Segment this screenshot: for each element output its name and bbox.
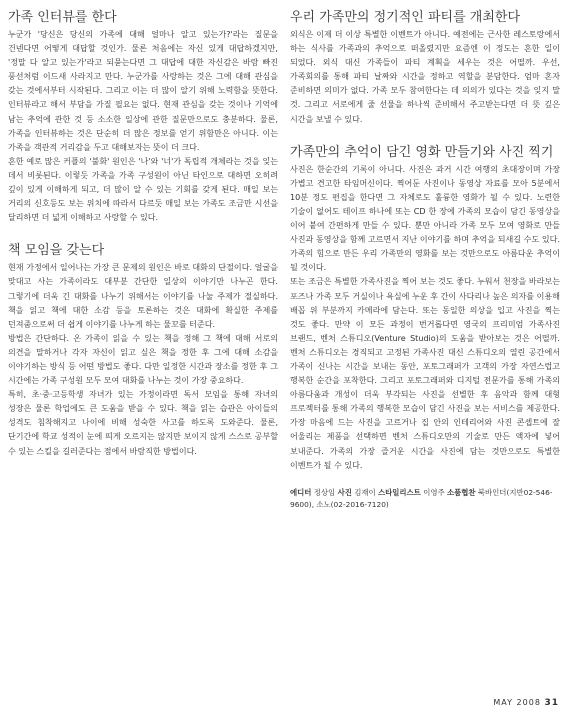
page-folio (493, 698, 559, 708)
section-heading: 가족만의 추억이 담긴 영화 만들기와 사진 찍기 (290, 144, 554, 160)
credits (290, 487, 560, 511)
body-paragraph: 외식은 이제 더 이상 특별한 이벤트가 아니다. 예전에는 근사한 레스토랑에서 하는 식사를 가족과의 추억으로 떠올렸지만 요즘엔 이 정도는 흔한 일이 되었다. 외식 대신 가족들이 파티 계획을 세우는 것은 어떨까. 우선, 가족회의를 통해 파티 날짜와 시간을 정하고 역할을 분담한다. 엄마 혼자 준비하면 의미가 없다. 가족 모두 참여한다는 데 의의가 있다는 것을 잊지 말 것. 그리고 서로에게 줄 선물을 하나씩 준비해서 주고받는다면 더 뜻 깊은 시간을 보낼 수 있다. (290, 30, 560, 124)
credit-props-text: 북바인더(지반02-546-9600), 소노(02-2016-7120) (290, 487, 553, 509)
body-paragraph: 현재 가정에서 일어나는 가장 큰 문제의 원인은 바로 대화의 단절이다. 얼굴을 맞대고 사는 가족이라도 대부분 간단한 일상의 이야기만 나누곤 한다. 그렇기에 더욱 긴 대화를 나누기 위해서는 이야기를 나눌 주제가 절실하다. 책을 읽고 책에 대한 소감 등을 토론하는 것은 대화에 확실한 주제를 던져줌으로써 더 쉽게 이야기를 나누게 하는 물꼬를 터준다. (8, 263, 278, 329)
body-paragraph: 사진은 한순간의 기록이 아니다. 사진은 과거 시간 여행의 초대장이며 가장 가볍고 견고한 타임머신이다. 찍어둔 사진이나 동영상 자료를 모아 5분에서 10분 정도 편집을 한다면 그 자체로도 훌륭한 영화가 될 수 있다. 노련한 기술이 없어도 테이프 하나에 또는 CD 한 장에 가족의 모습이 담긴 동영상을 이어 붙여 간편하게 만들 수 있다. 뿐만 아니라 가족 모두 모여 영화로 만들 사진과 동영상을 함께 고르면서 지난 이야기를 하며 추억을 되새길 수도 있다. 가족의 힘으로 만든 우리 가족만의 영화를 보는 것만으로도 아름다운 추억이 될 것이다. (290, 164, 560, 273)
body-paragraph: 누군가 '당신은 당신의 가족에 대해 얼마나 알고 있는가?'라는 질문을 건넨다면 어떻게 대답할 것인가. 물론 처음에는 자신 있게 대답하겠지만, '정말 다 알고 있는가'라고 되묻는다면 그 대답에 대한 자신감은 바람 빠진 풍선처럼 이드새 사라지고 만다. 누군가를 사랑하는 것은 그에 대해 관심을 갖는 것에서부터 시작된다. 그리고 이는 더 많이 알기 위해 노력함을 뜻한다. 인터뷰라고 해서 부담을 가질 필요는 없다. 현재 관심을 갖는 것이나 기억에 남는 추억에 관한 것 등 소소한 일상에 관한 질문만으로도 충분하다. 물론, 가족을 인터뷰하는 것은 단순히 더 많은 정보를 얻기 위함만은 아니다. 이는 가족을 객관적 거리감을 두고 대해보자는 뜻이 더 크다. (8, 30, 278, 152)
credit-photo-label: 사진 (337, 487, 352, 497)
body-paragraph: 흔한 예로 많은 커플의 '불화' 원인은 '나'와 '너'가 독립적 개체라는 것을 잊는 데서 비롯된다. 이렇듯 가족을 가족 구성원이 아닌 타인으로 대하면 오히려 깊이 있게 이해하게 되고, 더 많이 알 수 있는 기회를 갖게 된다. 매일 보는 거리의 신호등도 보는 위치에 따라서 다르듯 매일 보는 가족도 조금만 시선을 달리하면 더 넓게 이해하고 사랑할 수 있다. (8, 156, 278, 223)
body-paragraph: 또는 조금은 특별한 가족사진을 찍어 보는 것도 좋다. 누워서 천장을 바라보는 포즈나 가족 모두 거실이나 욕실에 누운 후 간이 사다리나 높은 의자를 이용해 배꼽 위 부분까지 카메라에 담는다. 또는 동일한 의상을 입고 사진을 찍는 것도 좋다. 만약 이 모든 과정이 번거롭다면 영국의 프리미엄 가족사진 브랜드, 벤처 스튜디오(Venture Studio)의 도움을 받아보는 것은 어떨까. 벤처 스튜디오는 경직되고 고정된 가족사진 대신 스튜디오의 열린 공간에서 가족이 신나는 시간을 보내는 동안, 포토그래퍼가 고객의 가장 자연스럽고 행복한 순간을 포착한다. 그리고 포토그래퍼와 디지털 전문가를 통해 가족의 아름다움과 개성이 더욱 부각되는 사진을 선별한 후 음악과 함께 대형 프로젝터를 통해 가족의 행복한 모습이 담긴 사진을 보는 서비스를 제공한다. 가장 마음에 드는 사진을 고르거나 집 안의 인테리어와 사진 콘셉트에 잘 어울리는 제품을 선택하면 벤처 스튜디오만의 기술로 만든 액자에 넣어 보내준다. 가족의 가장 즐거운 시간을 사진에 담는 것만으로도 특별한 이벤트가 될 수 있다. (290, 277, 560, 470)
credit-editor-name: 정상임 (313, 487, 336, 497)
page-number: 31 (544, 698, 559, 708)
credit-props-label: 소품협찬 (446, 487, 476, 497)
section-book-club (8, 239, 278, 458)
right-column (290, 6, 560, 511)
credit-editor-label: 에디터 (290, 487, 312, 497)
body-paragraph: 방법은 간단하다. 온 가족이 읽을 수 있는 책을 정해 그 책에 대해 서로의 의견을 말하거나 각자 자신이 읽고 싶은 책을 정한 후 그에 대해 소감을 이야기하는 방식 등 어떤 방법도 좋다. 다만 일정한 시간과 장소를 정한 후 그 시간에는 가족 구성원 모두 모여 대화를 나누는 것이 가장 중요하다. (8, 333, 278, 386)
section-movie-photo (290, 141, 560, 473)
section-family-party (290, 6, 560, 127)
credit-stylist-name: 이영주 (423, 487, 445, 497)
section-heading: 가족 인터뷰를 한다 (8, 10, 117, 25)
issue-date: MAY 2008 (493, 698, 541, 707)
credit-stylist-label: 스타일리스트 (377, 487, 421, 497)
left-column (8, 6, 278, 473)
section-heading: 책 모임을 갖는다 (8, 243, 105, 259)
section-family-interview (8, 6, 278, 225)
credit-photo-name: 김재이 (354, 487, 376, 497)
section-heading: 우리 가족만의 정기적인 파티를 개최한다 (290, 10, 521, 25)
body-paragraph: 특히, 초·중·고등학생 자녀가 있는 가정이라면 독서 모임을 통해 자녀의 성장은 물론 학업에도 큰 도움을 받을 수 있다. 책을 읽는 습관은 아이들의 성격도 침착해지고 나이에 비해 성숙한 사고를 하도록 도와준다. 물론, 단기간에 학교 성적이 눈에 띄게 오르지는 않지만 보이지 않게 스스로 공부할 수 있는 스킬을 길러준다는 점에서 바람직한 방법이다. (8, 390, 278, 456)
